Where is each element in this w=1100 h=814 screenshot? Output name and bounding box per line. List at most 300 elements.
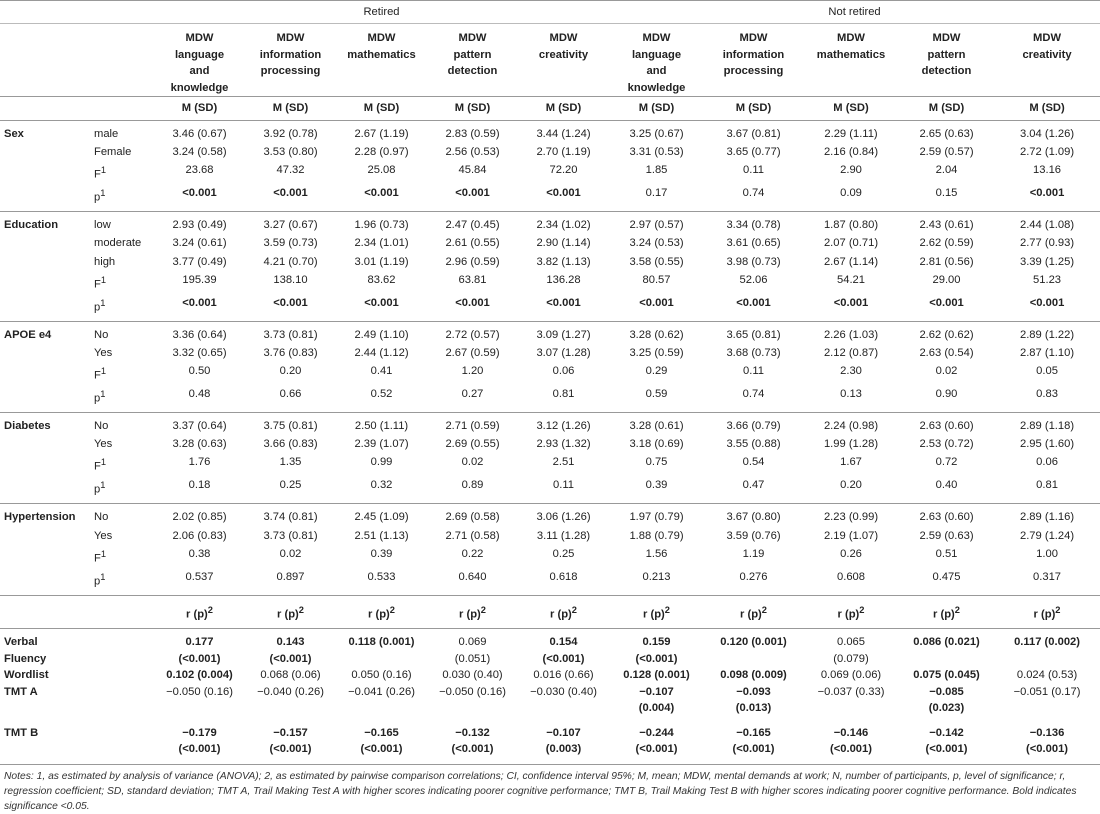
- cell-line: (0.023): [928, 702, 965, 715]
- column-header: [609, 24, 704, 97]
- correlation-section: [0, 595, 1100, 764]
- table-cell: 2.49 (1.10): [354, 328, 409, 341]
- table-cell: 2.89 (1.22): [1019, 328, 1075, 341]
- cell-line: −0.050 (0.16): [166, 685, 233, 698]
- table-cell: 0.74: [704, 184, 803, 211]
- row-label: [92, 234, 154, 252]
- table-cell: 2.24 (0.98): [823, 420, 879, 433]
- rp-label: [427, 595, 518, 629]
- table-cell: <0.001: [427, 294, 518, 321]
- table-cell: 2.62 (0.62): [919, 328, 974, 341]
- table-cell: 1.19: [742, 547, 765, 560]
- cell-line: −0.157: [273, 726, 308, 739]
- column-header-line: pattern: [927, 48, 966, 61]
- cell-line: (<0.001): [269, 743, 312, 756]
- table-row: [0, 253, 1100, 271]
- rp-label: [518, 595, 609, 629]
- table-cell: [994, 667, 1100, 684]
- table-cell: 3.39 (1.25): [1019, 255, 1075, 268]
- table-cell: 2.70 (1.19): [536, 146, 591, 159]
- cell-line: (0.004): [638, 702, 675, 715]
- table-cell: 2.29 (1.11): [824, 128, 878, 140]
- row-label: [92, 413, 154, 436]
- table-cell: 3.98 (0.73): [726, 255, 781, 268]
- table-cell: 2.95 (1.60): [1019, 438, 1075, 451]
- table-row: [0, 413, 1100, 436]
- measure-label-line: Verbal: [4, 636, 38, 649]
- rp-label-sup: 2: [761, 604, 767, 615]
- cell-line: 0.069 (0.06): [820, 669, 882, 682]
- cell-line: (0.013): [735, 702, 772, 715]
- column-header-line: creativity: [538, 48, 589, 61]
- table-cell: 2.47 (0.45): [445, 219, 500, 232]
- table-cell: 2.97 (0.57): [629, 219, 684, 232]
- row-label-text: F: [94, 278, 101, 291]
- table-cell: <0.001: [245, 184, 336, 211]
- table-cell: 2.34 (1.01): [354, 237, 409, 250]
- column-header-line: language: [174, 48, 225, 61]
- row-label-text: male: [94, 128, 119, 140]
- table-cell: 1.85: [645, 164, 668, 177]
- rp-label: [994, 595, 1100, 629]
- table-cell: 0.48: [154, 385, 245, 412]
- section-label: [0, 143, 92, 161]
- row-label-text: No: [94, 420, 109, 433]
- table-cell: <0.001: [704, 294, 803, 321]
- table-cell: 3.74 (0.81): [263, 511, 318, 524]
- table-cell: [899, 629, 994, 668]
- row-label-text: Yes: [94, 529, 113, 542]
- table-cell: 0.38: [188, 547, 211, 560]
- row-label-text: F: [94, 369, 101, 382]
- table-cell: 0.276: [704, 568, 803, 595]
- table-cell: 0.47: [704, 476, 803, 503]
- row-label: [92, 453, 154, 476]
- table-notes: Notes: 1, as estimated by analysis of variance (ANOVA); 2, as estimated by pairwise comparison correlations; CI, confidence interval 95%; M, mean; MDW, mental demands at work; N, number of participants, p, level of significance; r, regression coefficient; SD, standard deviation; TMT A, Trail Making Test A with higher scores indicating poorer cognitive performance; TMT B, Trail Making Test B with higher scores indicating poorer cognitive performance. Bold indicates significance <0.05.: [4, 770, 1077, 812]
- table-cell: 3.73 (0.81): [263, 529, 318, 542]
- table-cell: 1.96 (0.73): [354, 219, 409, 232]
- table-cell: 3.32 (0.65): [172, 346, 227, 359]
- table-cell: 2.90: [840, 164, 862, 177]
- table-cell: 0.27: [427, 385, 518, 412]
- cell-line: 0.065: [837, 636, 865, 649]
- table-cell: <0.001: [245, 294, 336, 321]
- table-row: [0, 568, 1100, 595]
- cell-line: −0.030 (0.40): [530, 685, 597, 698]
- table-cell: 3.82 (1.13): [536, 255, 591, 268]
- cell-line: 0.016 (0.66): [533, 669, 594, 682]
- row-label: [92, 321, 154, 344]
- cell-line: (<0.001): [360, 743, 403, 756]
- table-cell: 0.22: [461, 547, 484, 560]
- cell-line: −0.037 (0.33): [817, 685, 885, 698]
- cell-line: −0.142: [929, 726, 964, 739]
- rp-label: [803, 595, 899, 629]
- cell-line: 0.086 (0.021): [913, 636, 980, 649]
- rp-label-text: r (p): [459, 608, 481, 621]
- table-cell: <0.001: [518, 184, 609, 211]
- cell-line: 0.143: [276, 636, 305, 649]
- row-label: [92, 271, 154, 294]
- table-cell: [518, 684, 609, 717]
- table-cell: <0.001: [518, 294, 609, 321]
- row-label-sup: 1: [100, 188, 106, 199]
- table-cell: 72.20: [549, 164, 578, 177]
- table-cell: [518, 717, 609, 765]
- table-cell: 2.65 (0.63): [919, 128, 974, 140]
- table-cell: 0.99: [370, 456, 393, 469]
- section-label: [0, 234, 92, 252]
- msd-label: M (SD): [803, 97, 899, 121]
- table-cell: [245, 629, 336, 668]
- table-cell: 3.24 (0.61): [172, 237, 227, 250]
- table-cell: 0.54: [742, 456, 765, 469]
- table-cell: 3.25 (0.67): [629, 128, 684, 140]
- table-row: [0, 629, 1100, 668]
- column-header-line: mathematics: [347, 48, 416, 61]
- table-cell: 0.533: [336, 568, 427, 595]
- rp-label: [704, 595, 803, 629]
- msd-label: M (SD): [154, 97, 245, 121]
- msd-header-row: [0, 97, 1100, 121]
- cell-line: −0.107: [639, 685, 674, 698]
- cell-line: (0.051): [454, 652, 491, 665]
- table-cell: 2.26 (1.03): [823, 328, 879, 341]
- table-cell: 0.50: [188, 365, 211, 378]
- table-row: [0, 121, 1100, 144]
- table-cell: 2.67 (1.14): [823, 255, 879, 268]
- rp-label-sup: 2: [480, 604, 486, 615]
- table-cell: [427, 684, 518, 717]
- table-cell: [609, 717, 704, 765]
- table-cell: 3.07 (1.28): [536, 346, 591, 359]
- table-cell: 3.77 (0.49): [172, 255, 227, 268]
- rp-label: [336, 595, 427, 629]
- table-cell: 3.66 (0.79): [726, 420, 781, 433]
- measure-label: [0, 717, 154, 765]
- table-cell: 0.537: [154, 568, 245, 595]
- table-cell: 0.05: [1036, 365, 1058, 378]
- measure-label-line: TMT A: [4, 685, 38, 698]
- table-cell: [518, 667, 609, 684]
- column-header-line: processing: [260, 65, 321, 77]
- table-row: [0, 453, 1100, 476]
- table-cell: 2.67 (1.19): [354, 128, 409, 140]
- table-cell: 3.44 (1.24): [536, 128, 591, 140]
- table-cell: 2.44 (1.08): [1019, 219, 1075, 232]
- table-row: [0, 362, 1100, 385]
- table-cell: 2.89 (1.16): [1019, 511, 1075, 524]
- row-label: [92, 121, 154, 144]
- table-cell: 2.89 (1.18): [1019, 420, 1075, 433]
- table-cell: 3.92 (0.78): [263, 128, 318, 140]
- section-label: [0, 453, 92, 476]
- table-cell: <0.001: [336, 294, 427, 321]
- table-cell: 3.37 (0.64): [172, 420, 227, 433]
- cell-line: −0.050 (0.16): [439, 685, 506, 698]
- cell-line: −0.165: [364, 726, 399, 739]
- row-label: [92, 476, 154, 503]
- section-label: [0, 161, 92, 184]
- table-cell: 3.76 (0.83): [263, 346, 318, 359]
- table-cell: 0.59: [609, 385, 704, 412]
- column-header-line: creativity: [1022, 48, 1072, 61]
- table-cell: 0.618: [518, 568, 609, 595]
- table-cell: 1.67: [840, 456, 862, 469]
- rp-label: [609, 595, 704, 629]
- cell-line: −0.179: [182, 726, 217, 739]
- column-header: [899, 24, 994, 97]
- table-cell: 138.10: [273, 273, 308, 286]
- row-label-text: No: [94, 328, 109, 341]
- table-cell: 0.75: [645, 456, 668, 469]
- table-cell: 2.63 (0.54): [919, 346, 974, 359]
- table-cell: 3.67 (0.81): [726, 128, 781, 140]
- table-cell: 2.96 (0.59): [445, 255, 500, 268]
- cell-line: −0.132: [455, 726, 490, 739]
- table-cell: 3.61 (0.65): [726, 237, 781, 250]
- msd-label: M (SD): [609, 97, 704, 121]
- row-label: [92, 184, 154, 211]
- rp-label-text: r (p): [643, 608, 665, 621]
- table-cell: 2.71 (0.58): [445, 529, 500, 542]
- rp-label: [899, 595, 994, 629]
- row-label-text: Yes: [94, 346, 113, 359]
- table-cell: <0.001: [899, 294, 994, 321]
- cell-line: 0.177: [185, 636, 214, 649]
- rp-label-text: r (p): [277, 608, 299, 621]
- cell-line: 0.069: [458, 636, 487, 649]
- rp-label-text: r (p): [368, 608, 390, 621]
- table-cell: 0.89: [427, 476, 518, 503]
- table-cell: [245, 684, 336, 717]
- table-cell: 47.32: [276, 164, 305, 177]
- column-header-line: processing: [723, 65, 784, 77]
- table-cell: 2.69 (0.58): [445, 511, 500, 524]
- row-label-sup: 1: [100, 571, 106, 582]
- column-header-line: and: [189, 65, 210, 77]
- table-cell: 0.02: [935, 365, 958, 378]
- table-cell: 3.66 (0.83): [263, 438, 318, 451]
- cell-line: 0.117 (0.002): [1014, 636, 1080, 649]
- column-header-row: [0, 24, 1100, 97]
- column-header-line: mathematics: [816, 48, 886, 61]
- table-cell: [245, 667, 336, 684]
- msd-label: M (SD): [994, 97, 1100, 121]
- table-cell: 3.28 (0.63): [172, 438, 227, 451]
- cell-line: (<0.001): [451, 743, 494, 756]
- row-label-text: p: [94, 301, 101, 314]
- table-cell: [704, 717, 803, 765]
- table-cell: [994, 684, 1100, 717]
- table-cell: 2.51: [552, 456, 575, 469]
- table-cell: 3.09 (1.27): [536, 328, 591, 341]
- table-row: [0, 545, 1100, 568]
- column-header-line: MDW: [367, 32, 396, 44]
- table-cell: 0.15: [899, 184, 994, 211]
- cell-line: −0.136: [1029, 726, 1065, 739]
- table-cell: 0.02: [461, 456, 484, 469]
- cell-line: (<0.001): [635, 652, 678, 665]
- row-label-sup: 1: [100, 480, 106, 491]
- table-cell: [336, 684, 427, 717]
- section-label: [0, 184, 92, 211]
- table-cell: <0.001: [803, 294, 899, 321]
- row-label: [92, 504, 154, 527]
- table-cell: [899, 717, 994, 765]
- table-cell: 3.28 (0.62): [629, 328, 684, 341]
- row-label: [92, 568, 154, 595]
- cell-line: −0.093: [736, 685, 771, 698]
- table-cell: 1.99 (1.28): [823, 438, 879, 451]
- table-cell: 0.11: [743, 164, 764, 177]
- table-row: [0, 385, 1100, 412]
- table-cell: 2.34 (1.02): [536, 219, 591, 232]
- table-cell: 3.53 (0.80): [263, 146, 318, 159]
- table-cell: 0.13: [803, 385, 899, 412]
- column-header-line: knowledge: [170, 81, 229, 94]
- row-label-text: F: [94, 461, 101, 474]
- table-cell: 3.65 (0.77): [726, 146, 781, 159]
- table-cell: 3.25 (0.59): [629, 346, 684, 359]
- table-cell: 0.20: [803, 476, 899, 503]
- table-cell: 0.11: [743, 365, 764, 378]
- table-cell: 2.63 (0.60): [919, 511, 974, 524]
- row-label-text: F: [94, 169, 101, 182]
- table-cell: 2.67 (0.59): [445, 346, 500, 359]
- rp-label: [245, 595, 336, 629]
- row-label-sup: 1: [100, 548, 107, 559]
- table-cell: [336, 667, 427, 684]
- table-cell: 2.45 (1.09): [354, 511, 409, 524]
- table-row: [0, 344, 1100, 362]
- row-label-text: low: [94, 219, 111, 232]
- table-cell: 2.39 (1.07): [354, 438, 409, 451]
- column-header-line: detection: [921, 65, 972, 77]
- table-row: [0, 667, 1100, 684]
- column-header: [803, 24, 899, 97]
- table-cell: [803, 717, 899, 765]
- row-label-text: Female: [94, 146, 132, 159]
- table-cell: 1.20: [461, 365, 484, 378]
- cell-line: 0.098 (0.009): [720, 669, 787, 682]
- row-label-text: No: [94, 511, 109, 524]
- rp-label-text: r (p): [740, 608, 762, 621]
- table-cell: 3.58 (0.55): [629, 255, 684, 268]
- table-cell: 2.12 (0.87): [823, 346, 879, 359]
- measure-label: [0, 684, 154, 717]
- column-header-line: information: [259, 48, 322, 61]
- msd-label: M (SD): [245, 97, 336, 121]
- rp-label-sup: 2: [571, 604, 577, 615]
- cell-line: (<0.001): [732, 743, 775, 756]
- table-cell: 0.640: [427, 568, 518, 595]
- cell-line: (<0.001): [178, 652, 221, 665]
- table-cell: 2.77 (0.93): [1019, 237, 1075, 250]
- row-label: [92, 385, 154, 412]
- group-retired: Retired: [154, 1, 609, 24]
- table-cell: 3.73 (0.81): [263, 328, 318, 341]
- table-cell: 2.83 (0.59): [445, 128, 500, 140]
- column-header-line: pattern: [453, 48, 492, 61]
- cell-line: (<0.001): [178, 743, 221, 756]
- table-cell: 2.16 (0.84): [823, 146, 879, 159]
- table-cell: 2.72 (0.57): [445, 328, 500, 341]
- table-cell: 2.19 (1.07): [823, 529, 879, 542]
- table-row: [0, 476, 1100, 503]
- section-label: [0, 545, 92, 568]
- table-cell: <0.001: [154, 184, 245, 211]
- measure-label-line: Fluency: [4, 652, 47, 665]
- section-label: [0, 385, 92, 412]
- rp-label-text: r (p): [186, 608, 208, 621]
- table-cell: 2.93 (0.49): [172, 219, 227, 232]
- table-cell: 0.26: [840, 547, 862, 560]
- row-label-text: high: [94, 255, 116, 268]
- column-header: [336, 24, 427, 97]
- table-row: [0, 527, 1100, 545]
- table-cell: [336, 717, 427, 765]
- table-cell: 3.24 (0.53): [629, 237, 684, 250]
- table-cell: 0.52: [336, 385, 427, 412]
- msd-label: M (SD): [336, 97, 427, 121]
- measure-label-line: TMT B: [4, 726, 39, 739]
- table-cell: [154, 629, 245, 668]
- table-cell: 3.31 (0.53): [629, 146, 684, 159]
- row-label: [92, 435, 154, 453]
- column-header-line: language: [631, 48, 682, 61]
- section-label: [0, 435, 92, 453]
- cell-line: −0.051 (0.17): [1013, 685, 1081, 698]
- table-cell: <0.001: [994, 184, 1100, 211]
- rp-label: [154, 595, 245, 629]
- table-cell: 0.39: [370, 547, 393, 560]
- rp-label-text: r (p): [933, 608, 955, 621]
- msd-label: M (SD): [518, 97, 609, 121]
- table-cell: [609, 684, 704, 717]
- cell-line: 0.075 (0.045): [913, 669, 980, 682]
- section-label: [0, 294, 92, 321]
- table-row: [0, 234, 1100, 252]
- table-cell: 3.59 (0.73): [263, 237, 318, 250]
- rp-label-sup: 2: [207, 604, 213, 615]
- table-cell: 51.23: [1033, 273, 1062, 286]
- table-row: [0, 435, 1100, 453]
- cell-line: (<0.001): [925, 743, 968, 756]
- row-label-sup: 1: [100, 366, 107, 377]
- column-header-line: and: [646, 65, 667, 77]
- row-label-sup: 1: [100, 165, 107, 176]
- table-cell: 0.81: [518, 385, 609, 412]
- column-header-line: MDW: [1033, 32, 1062, 44]
- table-cell: 25.08: [367, 164, 396, 177]
- table-cell: 2.44 (1.12): [354, 346, 409, 359]
- cell-line: −0.165: [736, 726, 771, 739]
- row-label-text: p: [94, 192, 101, 205]
- table-row: [0, 684, 1100, 717]
- table-cell: [245, 717, 336, 765]
- cell-line: (0.003): [545, 743, 582, 756]
- table-cell: 2.59 (0.63): [919, 529, 974, 542]
- table-cell: 0.29: [645, 365, 668, 378]
- table-cell: 0.09: [803, 184, 899, 211]
- table-cell: 0.17: [609, 184, 704, 211]
- row-label-sup: 1: [100, 297, 106, 308]
- cell-line: (<0.001): [830, 743, 872, 756]
- table-cell: 2.07 (0.71): [823, 237, 879, 250]
- table-cell: 0.41: [370, 365, 393, 378]
- cell-line: −0.244: [639, 726, 674, 739]
